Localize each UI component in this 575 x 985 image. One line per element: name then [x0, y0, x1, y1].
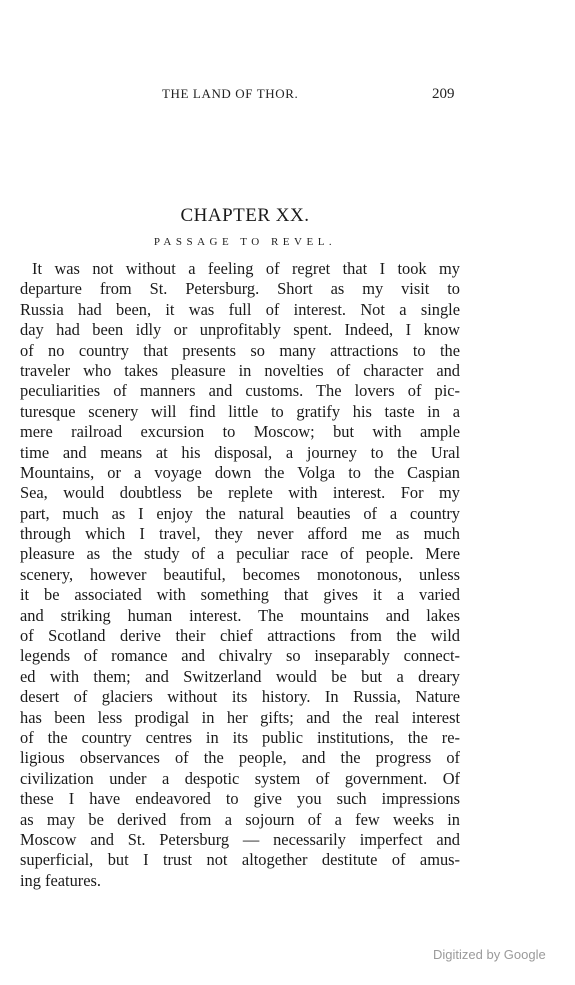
- text-line: through which I travel, they never afford me as much: [20, 524, 460, 544]
- chapter-heading: CHAPTER XX.: [180, 205, 310, 226]
- text-line: time and means at his disposal, a journey to the Ural: [20, 442, 460, 462]
- text-line: desert of glaciers without its history. In Russia, Nature: [20, 687, 460, 707]
- text-line: traveler who takes pleasure in novelties of character and: [20, 360, 460, 380]
- text-line: Mountains, or a voyage down the Volga to the Caspian: [20, 462, 460, 482]
- text-line: of the country centres in its public institutions, the re-: [20, 727, 460, 747]
- watermark: Digitized by Google: [433, 947, 546, 962]
- running-head: [0, 86, 575, 106]
- text-line: It was not without a feeling of regret that I took my: [32, 259, 460, 278]
- text-line: day had been idly or unprofitably spent. Indeed, I know: [20, 320, 460, 340]
- text-line: Russia had been, it was full of interest. Not a single: [20, 299, 460, 319]
- text-line: Sea, would doubtless be replete with interest. For my: [20, 483, 460, 503]
- body-paragraph: [20, 259, 460, 891]
- text-line: it be associated with something that gives it a varied: [20, 585, 460, 605]
- text-line: Moscow and St. Petersburg — necessarily imperfect and: [20, 829, 460, 849]
- text-line: as may be derived from a sojourn of a few weeks in: [20, 809, 460, 829]
- page-number: 209: [432, 86, 455, 102]
- text-line: these I have endeavored to give you such impressions: [20, 789, 460, 809]
- text-line: part, much as I enjoy the natural beauties of a country: [20, 503, 460, 523]
- text-line: of Scotland derive their chief attractions from the wild: [20, 626, 460, 646]
- text-line: scenery, however beautiful, becomes monotonous, unless: [20, 564, 460, 584]
- text-line: civilization under a despotic system of government. Of: [20, 768, 460, 788]
- text-line: superficial, but I trust not altogether destitute of amus-: [20, 850, 460, 870]
- text-line: departure from St. Petersburg. Short as my visit to: [20, 279, 460, 299]
- text-line: of no country that presents so many attractions to the: [20, 340, 460, 360]
- text-line: ing features.: [20, 870, 102, 890]
- text-line: ed with them; and Switzerland would be but a dreary: [20, 666, 460, 686]
- text-line: ligious observances of the people, and the progress of: [20, 748, 460, 768]
- text-line: pleasure as the study of a peculiar race of people. Mere: [20, 544, 460, 564]
- text-line: has been less prodigal in her gifts; and the real interest: [20, 707, 460, 727]
- text-line: mere railroad excursion to Moscow; but with ample: [20, 422, 460, 442]
- text-line: peculiarities of manners and customs. The lovers of pic-: [20, 381, 460, 401]
- chapter-subtitle: PASSAGE TO REVEL.: [153, 236, 337, 248]
- text-line: legends of romance and chivalry so inseparably connect-: [20, 646, 460, 666]
- running-title: THE LAND OF THOR.: [162, 86, 299, 101]
- text-line: and striking human interest. The mountains and lakes: [20, 605, 460, 625]
- text-line: turesque scenery will find little to gratify his taste in a: [20, 401, 460, 421]
